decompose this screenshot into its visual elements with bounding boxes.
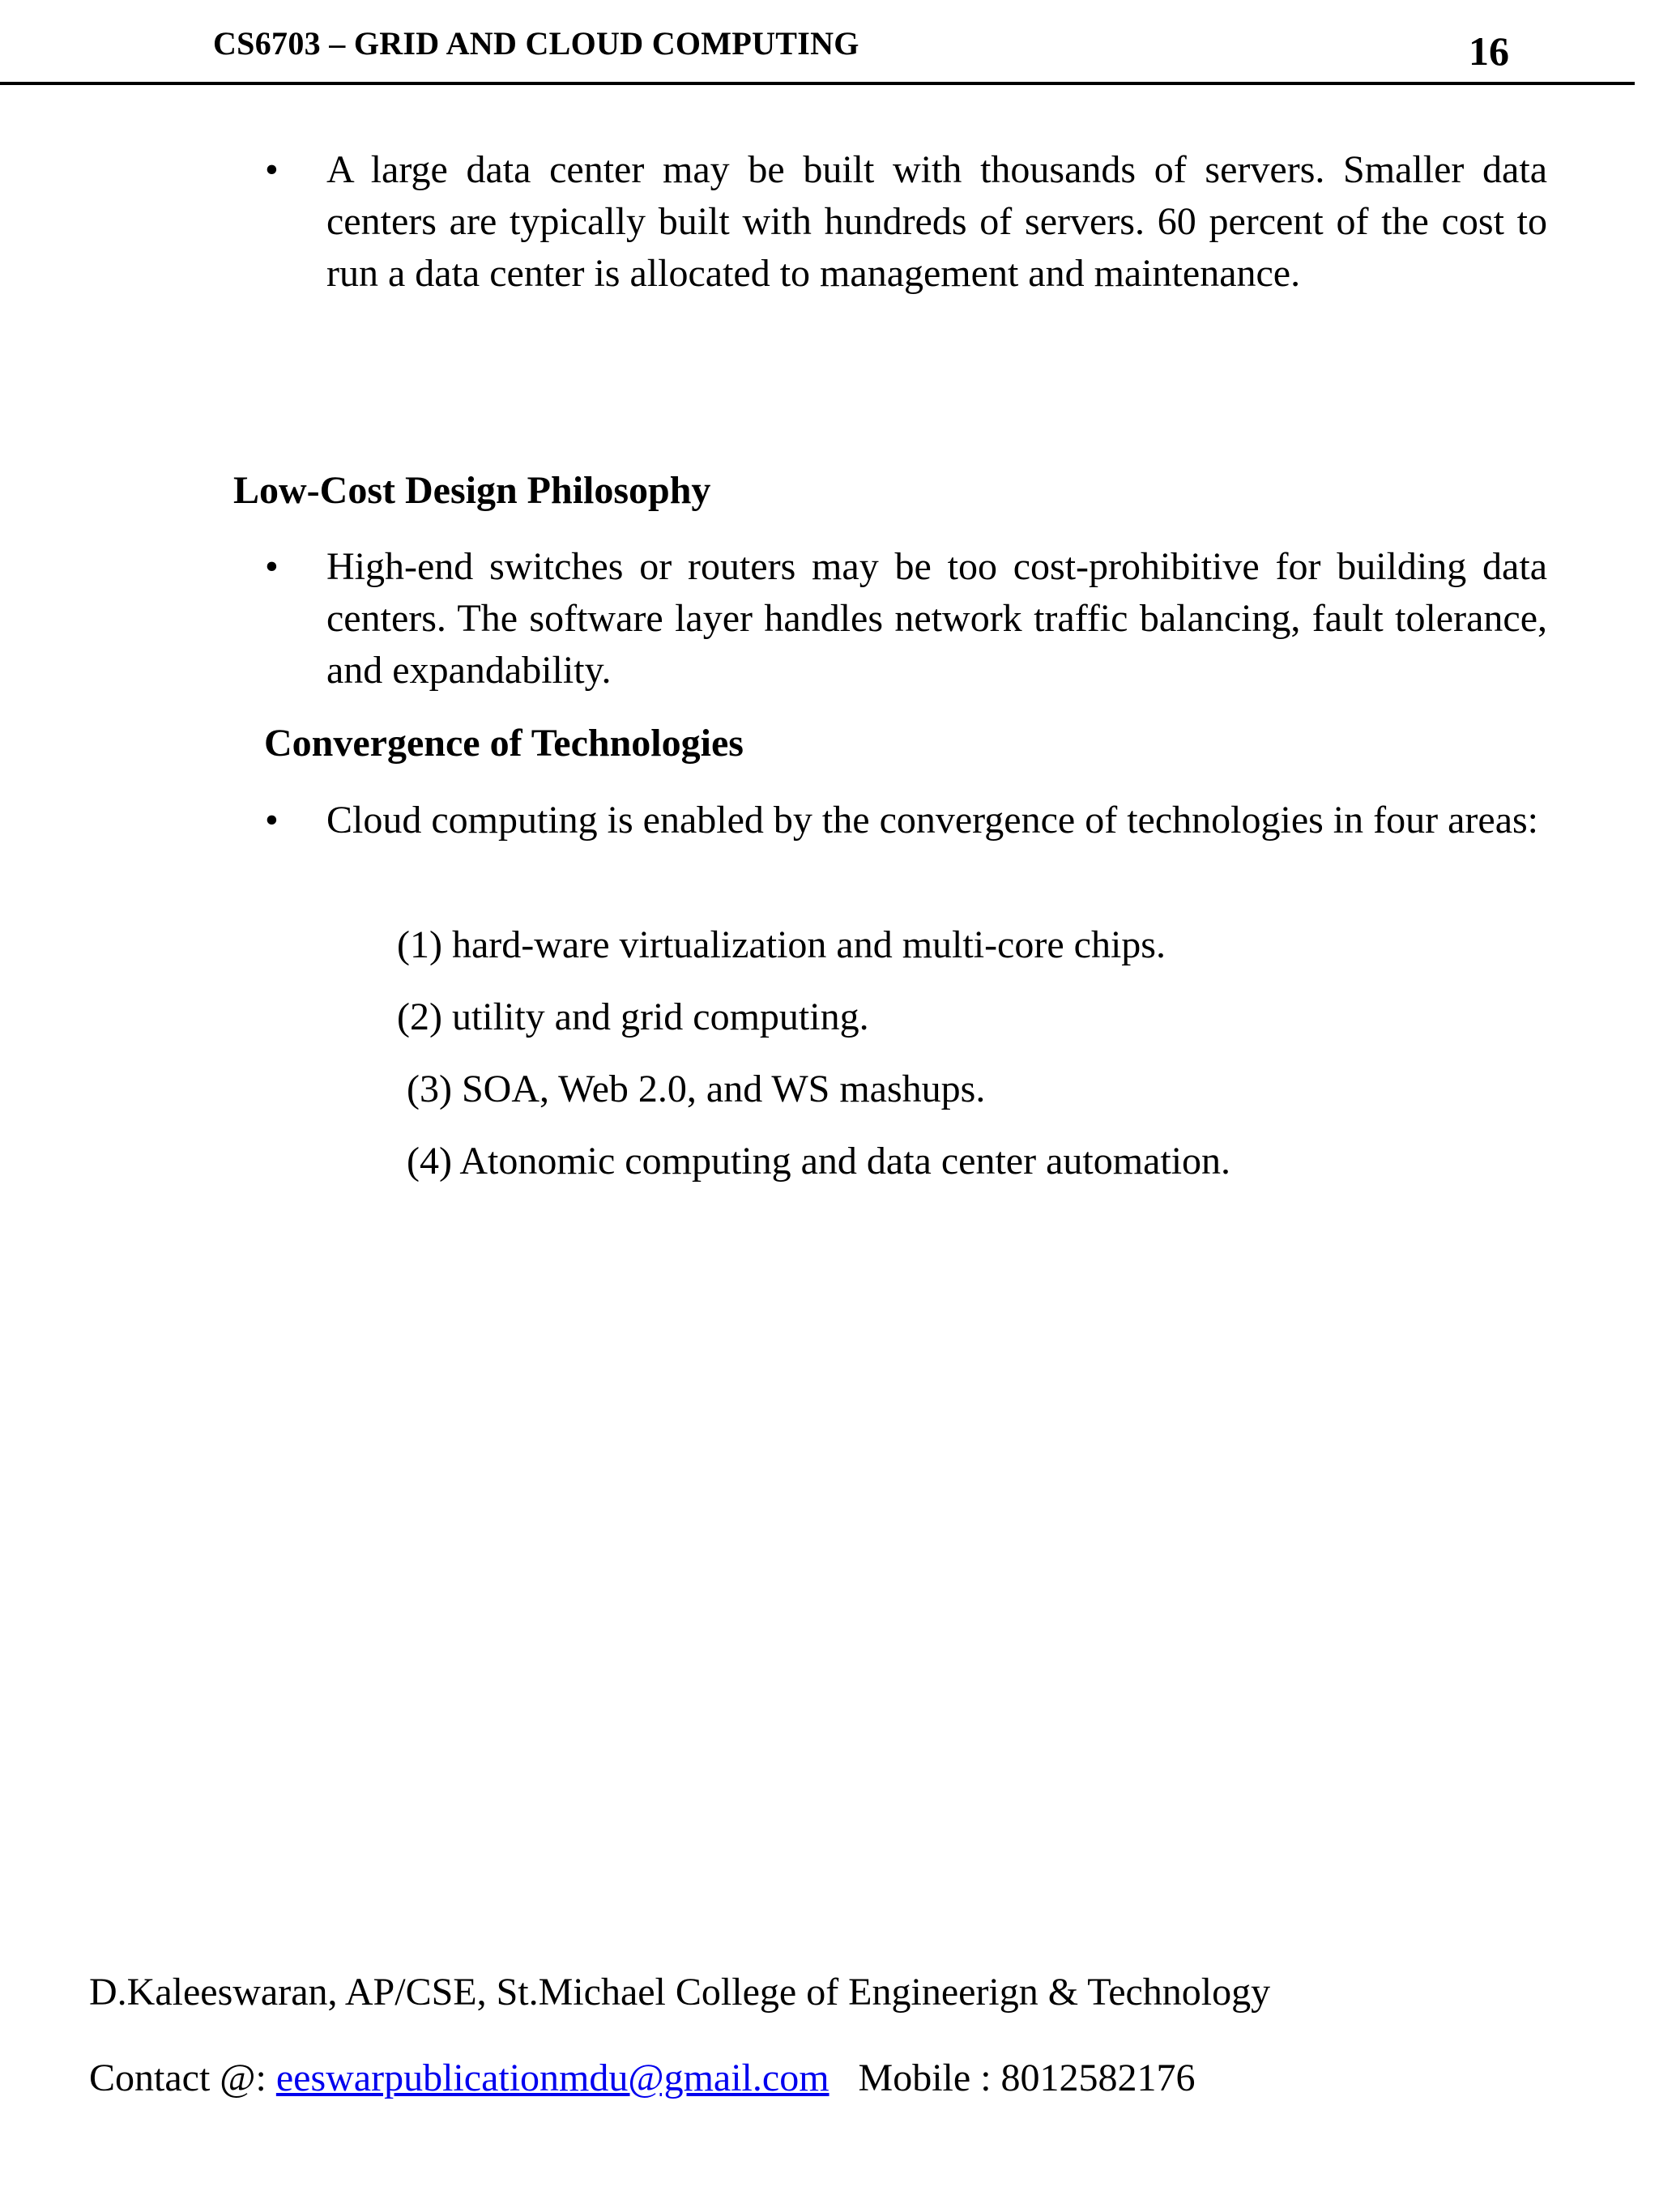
document-header-title: CS6703 – GRID AND CLOUD COMPUTING [213,25,859,62]
section-heading-low-cost-design: Low-Cost Design Philosophy [233,469,711,512]
bullet-icon: • [265,799,279,842]
bullet-paragraph-data-center-size: A large data center may be built with thousands of servers. Smaller data centers are typically built with hundreds of servers. 60 percent of the cost to run a data center is allocated to management and maintenance. [326,148,1547,295]
bullet-paragraph-convergence: Cloud computing is enabled by the convergence of technologies in four areas: [326,799,1539,842]
list-item-area-3: (3) SOA, Web 2.0, and WS mashups. [407,1068,986,1110]
footer-contact [89,2056,1196,2100]
header-divider [0,82,1635,85]
mobile-label: Mobile : [858,2056,1001,2099]
bullet-icon: • [265,545,279,588]
bullet-icon: • [265,148,279,191]
email-link[interactable]: eeswarpublicationmdu@gmail.com [275,2056,830,2099]
page-number: 16 [1469,28,1509,74]
mobile-number: 8012582176 [1000,2056,1196,2099]
list-item-area-4: (4) Atonomic computing and data center automation. [407,1140,1231,1183]
footer-spacer [830,2056,859,2099]
footer-author: D.Kaleeswaran, AP/CSE, St.Michael College of Engineerign & Technology [89,1971,1271,2014]
section-heading-convergence: Convergence of Technologies [264,722,744,765]
bullet-paragraph-low-cost: High-end switches or routers may be too cost-prohibitive for building data centers. The software layer handles network traffic balancing, fault tolerance, and expandability. [326,545,1547,692]
list-item-area-2: (2) utility and grid computing. [397,995,869,1038]
contact-label: Contact @: [89,2056,276,2099]
list-item-area-1: (1) hard-ware virtualization and multi-core chips. [397,923,1166,966]
